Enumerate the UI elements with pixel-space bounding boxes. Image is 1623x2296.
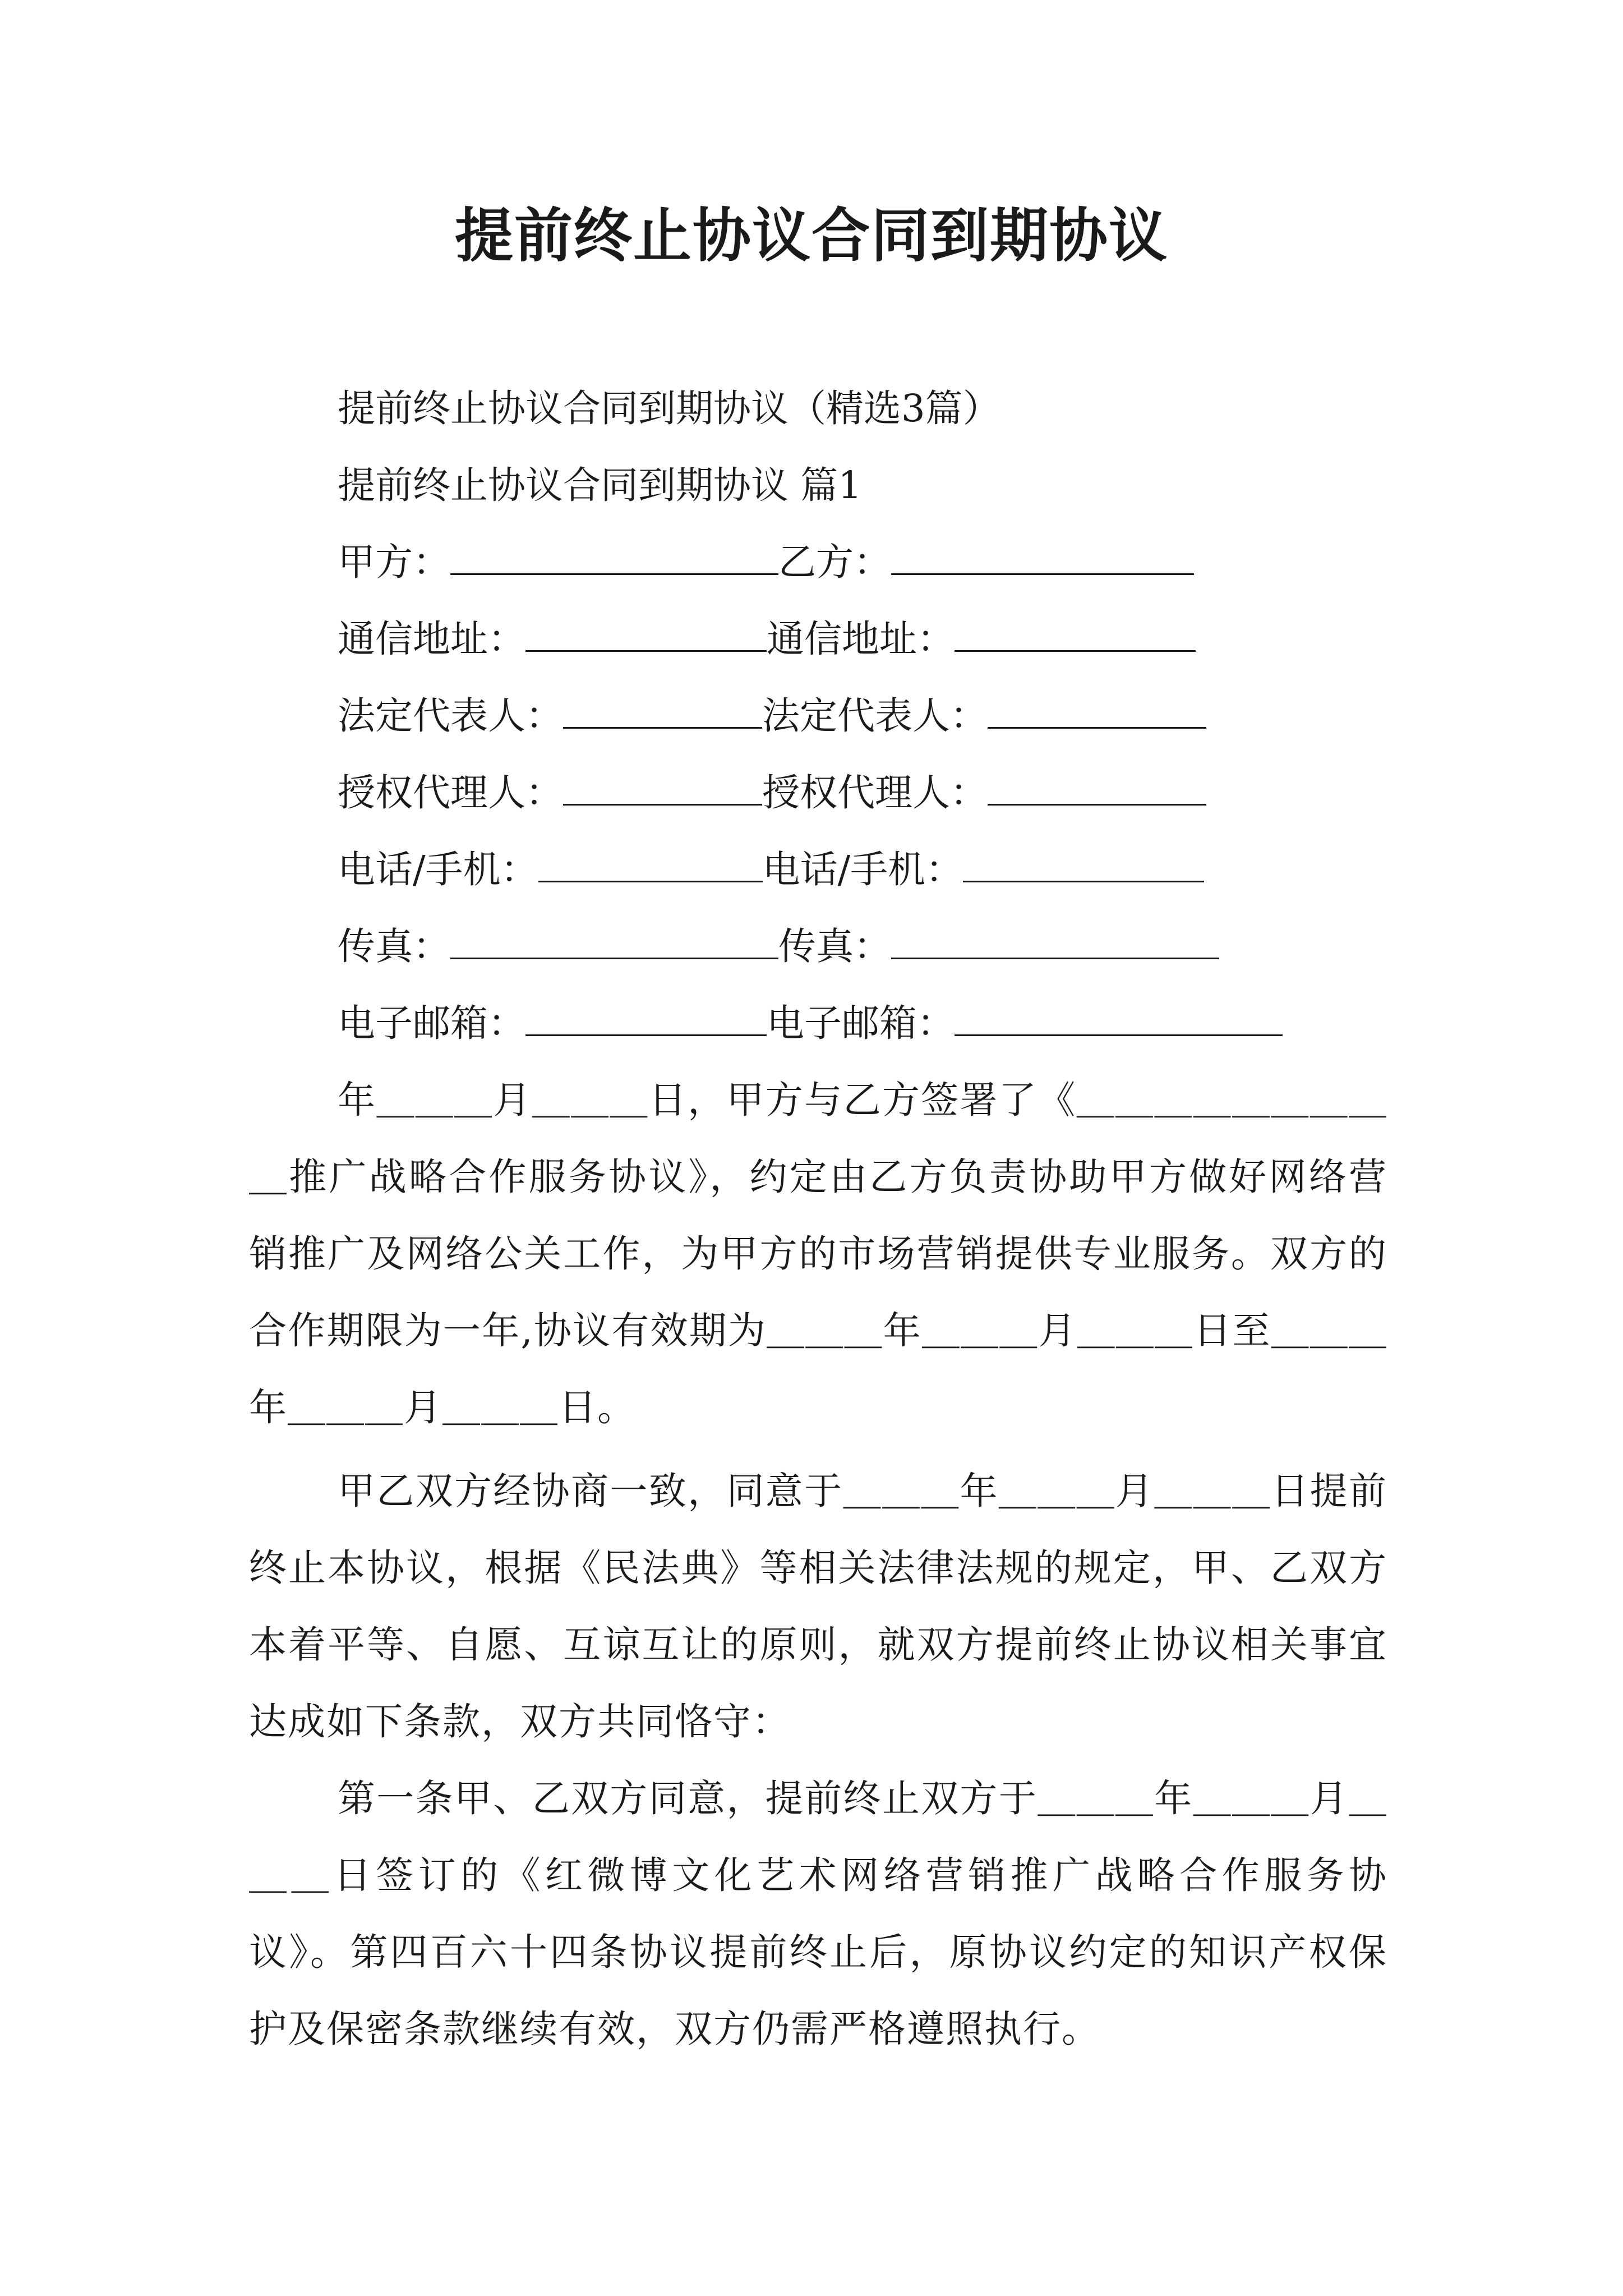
- agent-b-label: 授权代理人：: [762, 771, 988, 815]
- agent-row: [249, 754, 1387, 831]
- email-a-blank[interactable]: [525, 991, 767, 1036]
- legal-rep-row: [249, 678, 1387, 754]
- legal-rep-b-label: 法定代表人：: [762, 694, 988, 738]
- fax-a-label: 传真：: [338, 924, 450, 968]
- phone-b-blank[interactable]: [963, 837, 1204, 882]
- document-body: [249, 370, 1387, 2068]
- email-row: [249, 985, 1387, 1062]
- address-b-blank[interactable]: [955, 606, 1196, 652]
- email-b-blank[interactable]: [955, 991, 1283, 1036]
- fax-a-blank[interactable]: [450, 914, 778, 959]
- email-b-label: 电子邮箱：: [767, 1001, 955, 1045]
- phone-b-label: 电话/手机：: [762, 848, 963, 891]
- fax-row: [249, 908, 1387, 985]
- address-a-label: 通信地址：: [338, 617, 525, 661]
- paragraph-3-text: 第一条甲、乙双方同意，提前终止双方于＿＿＿年＿＿＿月＿＿＿日签订的《红微博文化艺术网络营销推广战略合作服务协议》。第四百六十四条协议提前终止后，原协议约定的知识产权保护及保密条款继续有效，双方仍需严格遵照执行。: [249, 1777, 1387, 2051]
- fax-b-label: 传真：: [778, 924, 891, 968]
- legal-rep-a-blank[interactable]: [563, 683, 762, 729]
- paragraph-3: [249, 1760, 1387, 2068]
- party-b-label: 乙方：: [778, 540, 891, 584]
- paragraph-1: [249, 1062, 1387, 1446]
- address-b-label: 通信地址：: [767, 617, 955, 661]
- address-row: [249, 601, 1387, 678]
- party-row: [249, 524, 1387, 601]
- party-a-label: 甲方：: [338, 540, 450, 584]
- document-title: 提前终止协议合同到期协议: [454, 201, 1168, 270]
- phone-a-label: 电话/手机：: [338, 848, 538, 891]
- agent-b-blank[interactable]: [988, 760, 1206, 806]
- party-a-blank[interactable]: [450, 530, 778, 575]
- legal-rep-b-blank[interactable]: [988, 683, 1206, 729]
- party-b-blank[interactable]: [891, 530, 1194, 575]
- address-a-blank[interactable]: [525, 606, 767, 652]
- agent-a-label: 授权代理人：: [338, 771, 563, 815]
- section-title: 提前终止协议合同到期协议 篇1: [338, 463, 862, 507]
- email-a-label: 电子邮箱：: [338, 1001, 525, 1045]
- legal-rep-a-label: 法定代表人：: [338, 694, 563, 738]
- fax-b-blank[interactable]: [891, 914, 1219, 959]
- agent-a-blank[interactable]: [563, 760, 762, 806]
- phone-a-blank[interactable]: [538, 837, 763, 882]
- paragraph-1-text: 年＿＿＿月＿＿＿日，甲方与乙方签署了《＿＿＿＿＿＿＿＿＿推广战略合作服务协议》，约定由乙方负责协助甲方做好网络营销推广及网络公关工作，为甲方的市场营销提供专业服务。双方的合作期限为一年,协议有效期为＿＿＿年＿＿＿月＿＿＿日至＿＿＿年＿＿＿月＿＿＿日。: [249, 1078, 1387, 1429]
- paragraph-2: [249, 1453, 1387, 1760]
- phone-row: [249, 831, 1387, 908]
- subtitle-line: 提前终止协议合同到期协议（精选3篇）: [338, 386, 1000, 430]
- paragraph-2-text: 甲乙双方经协商一致，同意于＿＿＿年＿＿＿月＿＿＿日提前终止本协议，根据《民法典》等相关法律法规的规定，甲、乙双方本着平等、自愿、互谅互让的原则，就双方提前终止协议相关事宜达成如下条款，双方共同恪守：: [249, 1469, 1387, 1743]
